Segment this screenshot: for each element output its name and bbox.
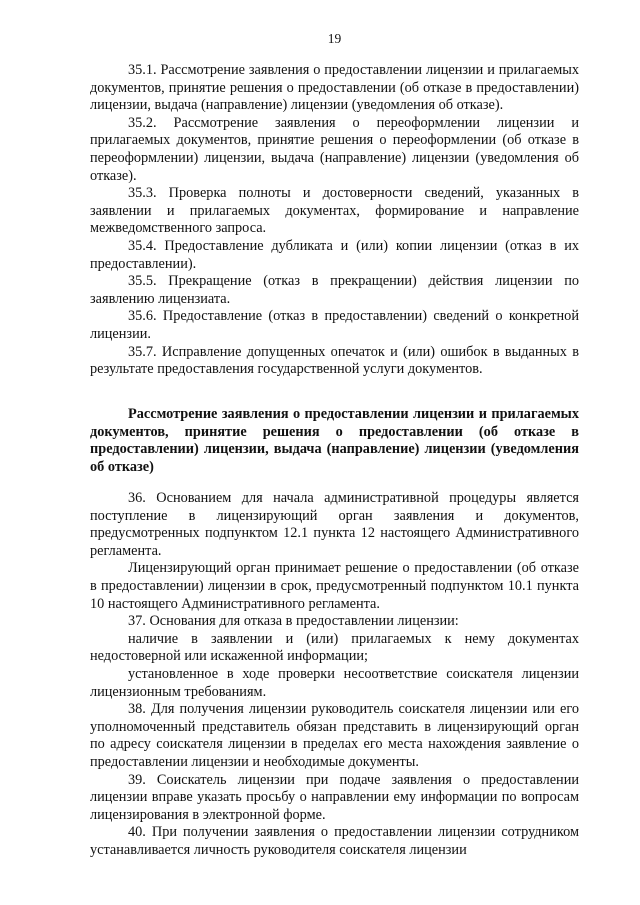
paragraph-36-decision: Лицензирующий орган принимает решение о предоставлении (об отказе в предоставлении) лицензии в срок, предусмотренный подпунктом 10.1 пункта 10 настоящего Административного регламента.	[90, 560, 579, 612]
paragraph-37: 37. Основания для отказа в предоставлении лицензии:	[128, 613, 459, 630]
paragraph-39: 39. Соискатель лицензии при подаче заявления о предоставлении лицензии вправе указать просьбу о направлении ему информации по вопросам лицензирования в электронной форме.	[90, 771, 579, 823]
paragraph-37-item-1: наличие в заявлении и (или) прилагаемых к нему документах недостоверной или искаженной информации;	[90, 630, 579, 665]
section-heading: Рассмотрение заявления о предоставлении лицензии и прилагаемых документов, принятие решения о предоставлении (об отказе в предоставлении) лицензии, выдача (направление) лицензии (уведомления об отказе)	[90, 406, 579, 475]
paragraph-36: 36. Основанием для начала административной процедуры является поступление в лицензирующий орган заявления и документов, предусмотренных подпунктом 12.1 пункта 12 настоящего Административного регламента.	[90, 490, 579, 559]
paragraph-35-3: 35.3. Проверка полноты и достоверности сведений, указанных в заявлении и прилагаемых документах, формирование и направление межведомственного запроса.	[90, 185, 579, 237]
page-number: 19	[327, 31, 342, 46]
paragraph-40: 40. При получении заявления о предоставлении лицензии сотрудником устанавливается личность руководителя соискателя лицензии	[90, 824, 579, 858]
paragraph-35-1: 35.1. Рассмотрение заявления о предоставлении лицензии и прилагаемых документов, принятие решения о предоставлении (об отказе в предоставлении) лицензии, выдача (направление) лицензии (уведомления об отказе).	[90, 62, 579, 114]
paragraph-35-5: 35.5. Прекращение (отказ в прекращении) действия лицензии по заявлению лицензиата.	[90, 273, 579, 307]
procedure-body	[90, 490, 579, 859]
paragraph-35-2: 35.2. Рассмотрение заявления о переоформлении лицензии и прилагаемых документов, принятие решения о переоформлении (об отказе в переоформлении) лицензии, выдача (направление) лицензии (уведомления об отказе).	[90, 114, 579, 184]
paragraph-35-4: 35.4. Предоставление дубликата и (или) копии лицензии (отказ в их предоставлении).	[90, 237, 579, 272]
paragraph-38: 38. Для получения лицензии руководитель соискателя лицензии или его уполномоченный представитель обязан представить в лицензирующий орган по адресу соискателя лицензии в пределах его места нахождения заявление о предоставлении лицензии и необходимые документы.	[90, 701, 579, 770]
paragraph-35-7: 35.7. Исправление допущенных опечаток и (или) ошибок в выданных в результате предоставления государственной услуги документов.	[90, 343, 579, 378]
paragraph-35-6: 35.6. Предоставление (отказ в предоставлении) сведений о конкретной лицензии.	[90, 308, 579, 342]
paragraph-37-item-2: установленное в ходе проверки несоответствие соискателя лицензии лицензионным требованиям.	[90, 665, 579, 700]
subprocedures-list	[90, 62, 579, 379]
